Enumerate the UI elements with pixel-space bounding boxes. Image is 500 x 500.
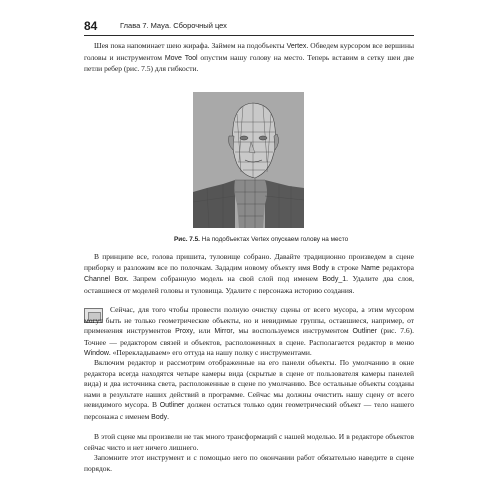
paragraph-3 — [84, 358, 414, 424]
text-run: , мы воспользуемся инструментом — [232, 326, 353, 336]
caption-text: На подобъектах Vertex опускаем голову на место — [201, 236, 349, 243]
wireframe-head-illustration — [193, 92, 304, 228]
term-vertex: Vertex — [286, 43, 307, 50]
term-name: Name — [361, 264, 380, 272]
page-number: 84 — [84, 19, 98, 33]
figure-7-5-head-model — [193, 92, 304, 228]
text-run: редактора — [379, 262, 414, 272]
page-header — [84, 19, 414, 36]
paragraph-1 — [84, 41, 414, 75]
term-move-tool: Move Tool — [164, 54, 198, 62]
term-outliner: Outliner — [352, 328, 377, 336]
text-run: . Обведем курсором все вершины головы и инструментом — [84, 41, 414, 62]
chapter-title: Глава 7. Maya. Сборочный цех — [120, 21, 227, 30]
term-window: Window — [84, 350, 109, 358]
text-run: в строке — [328, 262, 362, 272]
paragraph-2 — [84, 252, 414, 296]
text-run: . «Перекладываем» его оттуда на нашу полку с инструментами. — [108, 348, 312, 358]
paragraph-5: Запомните этот инструмент и с помощью него по окончании работ обязательно наведите в сцене порядок. — [84, 453, 414, 473]
term-body: Body — [151, 413, 168, 421]
figure-caption — [174, 236, 348, 243]
term-channel-box: Channel Box — [84, 276, 127, 284]
paragraph-4: В этой сцене мы произвели не так много трансформаций с нашей моделью. И в редакторе объектов сейчас чисто и нет ничего лишнего. — [84, 432, 414, 452]
text-run: . Запрем собранную модель на свой слой под именем — [126, 274, 323, 284]
text-run: должен остаться только один геометрический объект — тело нашего персонажа с именем — [84, 400, 414, 421]
term-mirror: Mirror — [214, 328, 233, 336]
text-run: . — [167, 411, 169, 421]
caption-label: Рис. 7.5. — [174, 236, 200, 243]
text-run: (рис. 7.6). Точнее — редактором связей и объектов, расположенных в сцене. Располагается редактор в меню — [84, 326, 415, 347]
term-body-1: Body_1 — [322, 276, 347, 284]
text-run: . Удалите два слоя, оставшиеся от моделей головы и туловища. Удалите с персонажа историю создания. — [84, 274, 414, 295]
text-run: , или — [192, 326, 215, 336]
term-outliner: Outliner — [159, 402, 185, 410]
text-run: Включим редактор и рассмотрим отображенные на его панели объекты. По умолчанию в окне редактора всегда находятся четыре камеры вида (скрытые в сцене от пользователя камеры панелей вида) и два источника света, расположенные в сцене по умолчанию. Все остальные объекты созданы нами в результате наших действий в программе. Сейчас мы должны очистить нашу сцену от всего невидимого мусора. В — [84, 358, 414, 410]
term-body: Body — [312, 264, 329, 272]
text-run: опустим нашу голову на место. Теперь вставим в сетку шеи две петли ребер (рис. 7.5) для гибкости. — [84, 52, 414, 74]
paragraph-note — [84, 305, 414, 360]
text-run: Сейчас, для того чтобы провести полную очистку сцены от всего мусора, а этим мусором могут быть не только геометрические объекты, но и невидимые группы, оставшиеся, например, от применения инструментов — [84, 305, 414, 336]
term-proxy: Proxy — [175, 328, 193, 336]
text-run: Шея пока напоминает шею жирафа. Займем на подобъекты — [94, 41, 287, 50]
text-run: В принципе все, голова пришита, туловище собрано. Давайте традиционно произведем в сцене приборку и разложим все по полочкам. Зададим новому объекту имя — [84, 252, 414, 272]
